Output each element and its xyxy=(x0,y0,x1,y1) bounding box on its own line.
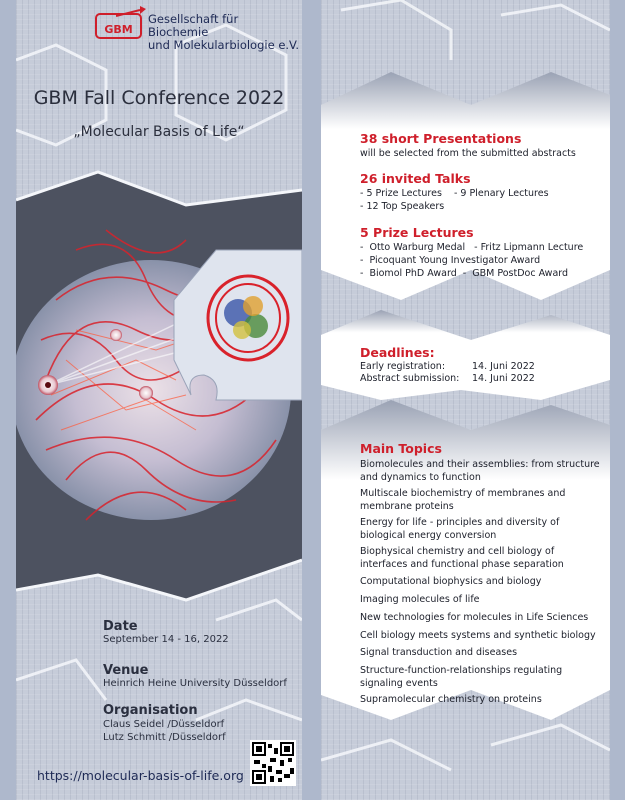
topic-item: Signal transduction and diseases xyxy=(360,647,518,658)
prize-lectures-line-3: - Biomol PhD Award - GBM PostDoc Award xyxy=(360,268,569,279)
topic-item: Multiscale biochemistry of membranes and membrane proteins xyxy=(360,488,566,512)
topic-item: Energy for life - principles and diversity of biological energy conversion xyxy=(360,517,560,541)
topic-item: New technologies for molecules in Life Sciences xyxy=(360,612,589,623)
date-heading: Date xyxy=(103,619,138,634)
arrow-icon xyxy=(116,6,146,20)
prize-lectures-line-2: - Picoquant Young Investigator Award xyxy=(360,255,541,266)
short-presentations-text: will be selected from the submitted abstracts xyxy=(360,148,576,159)
right-panel xyxy=(321,0,610,800)
conference-subtitle: „Molecular Basis of Life“ xyxy=(73,124,245,140)
prize-lectures-line-1: - Otto Warburg Medal - Fritz Lipmann Lecture xyxy=(360,242,584,253)
deadline-label-2: Abstract submission: xyxy=(360,373,460,384)
invited-talks-line-1: - 5 Prize Lectures - 9 Plenary Lectures xyxy=(360,188,549,199)
organiser-1: Claus Seidel /Düsseldorf xyxy=(103,719,225,730)
invited-talks-line-2: - 12 Top Speakers xyxy=(360,201,445,212)
organisation-heading: Organisation xyxy=(103,703,198,718)
topic-item: Computational biophysics and biology xyxy=(360,576,542,587)
conference-title: GBM Fall Conference 2022 xyxy=(33,87,285,109)
deadline-date-2: 14. Juni 2022 xyxy=(472,373,535,384)
topic-item: Structure-function-relationships regulating signaling events xyxy=(360,665,563,689)
logo-abbr: GBM xyxy=(104,23,133,36)
society-name-line1: Gesellschaft für Biochemie xyxy=(148,12,239,39)
prize-lectures-heading: 5 Prize Lectures xyxy=(360,225,474,240)
deadline-label-1: Early registration: xyxy=(360,361,446,372)
deadlines-heading: Deadlines: xyxy=(360,345,435,360)
topic-item: Supramolecular chemistry on proteins xyxy=(360,694,542,705)
society-name-line2: und Molekularbiologie e.V. xyxy=(148,38,300,52)
short-presentations-heading: 38 short Presentations xyxy=(360,131,522,146)
deadline-date-1: 14. Juni 2022 xyxy=(472,361,535,372)
venue-text: Heinrich Heine University Düsseldorf xyxy=(103,678,287,689)
venue-heading: Venue xyxy=(103,663,149,678)
qr-code-icon[interactable] xyxy=(250,740,296,786)
conference-url[interactable]: https://molecular-basis-of-life.org xyxy=(37,768,244,783)
invited-talks-heading: 26 invited Talks xyxy=(360,171,471,186)
main-topics-heading: Main Topics xyxy=(360,441,442,456)
date-text: September 14 - 16, 2022 xyxy=(103,634,229,645)
topic-item: Biophysical chemistry and cell biology of interfaces and functional phase separation xyxy=(360,546,564,570)
left-panel xyxy=(16,0,302,800)
society-name xyxy=(148,13,302,52)
topic-item: Biomolecules and their assemblies: from structure and dynamics to function xyxy=(360,459,600,483)
topic-item: Imaging molecules of life xyxy=(360,594,480,605)
topic-item: Cell biology meets systems and synthetic biology xyxy=(360,630,596,641)
organiser-2: Lutz Schmitt /Düsseldorf xyxy=(103,732,226,743)
